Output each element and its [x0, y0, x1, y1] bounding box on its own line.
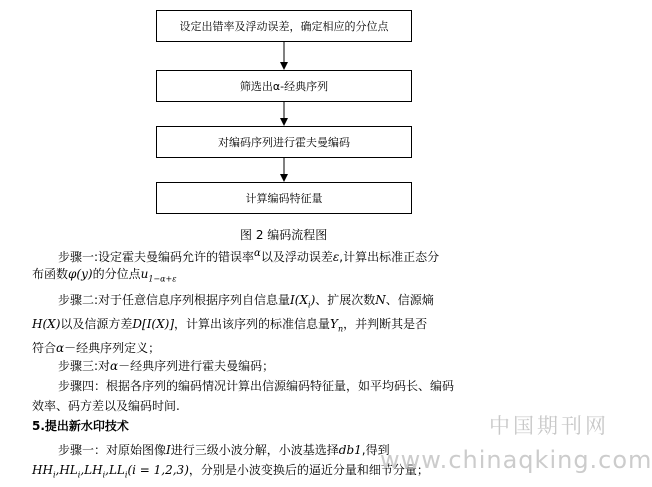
section5-step1-line1: 步骤一：对原始图像I进行三级小波分解，小波基选择db1,得到	[58, 443, 390, 457]
step2-line1: 步骤二:对于任意信息序列根据序列自信息量$I(X_i)$、扩展次数N、信源熵	[58, 293, 434, 310]
flow-box-4-text: 计算编码特征量	[245, 192, 323, 205]
step3-line: 步骤三:对α－经典序列进行霍夫曼编码；	[58, 359, 275, 373]
figure-caption: 图 2 编码流程图	[240, 228, 328, 242]
watermark-cn: 中国期刊网	[489, 414, 609, 438]
step2-line3: 符合α－经典序列定义；	[32, 341, 161, 355]
flow-box-3-text: 对编码序列进行霍夫曼编码	[218, 136, 350, 149]
step1-line2: 布函数φ(y)的分位点$u_{1-\alpha+\varepsilon}$	[32, 267, 177, 284]
step4-line1: 步骤四：根据各序列的编码情况计算出信源编码特征量，如平均码长、编码	[58, 379, 455, 393]
watermark-url: www.chinaqking.com	[380, 446, 652, 474]
step1-line1: 步骤一:设定霍夫曼编码允许的错误率$^\alpha$以及浮动误差ε,计算出标准正态分	[58, 248, 440, 264]
section5-step1-line2: $HH_i,HL_i,LH_i,LL_i(i = 1,2,3)$，分别是小波变换后的逼近分量和细节分量；	[32, 463, 429, 480]
step4-line2: 效率、码方差以及编码时间.	[32, 399, 180, 413]
step2-line2: H(X)以及信源方差D[I(X)]，计算出该序列的标准信息量$Y_n$，并判断其是否	[32, 317, 428, 334]
flow-box-2-text: 筛选出α-经典序列	[239, 80, 329, 93]
flow-arrows	[0, 0, 614, 230]
flow-box-1-text: 设定出错率及浮动误差，确定相应的分位点	[179, 20, 389, 33]
section5-title: 5.提出新水印技术	[32, 419, 129, 433]
